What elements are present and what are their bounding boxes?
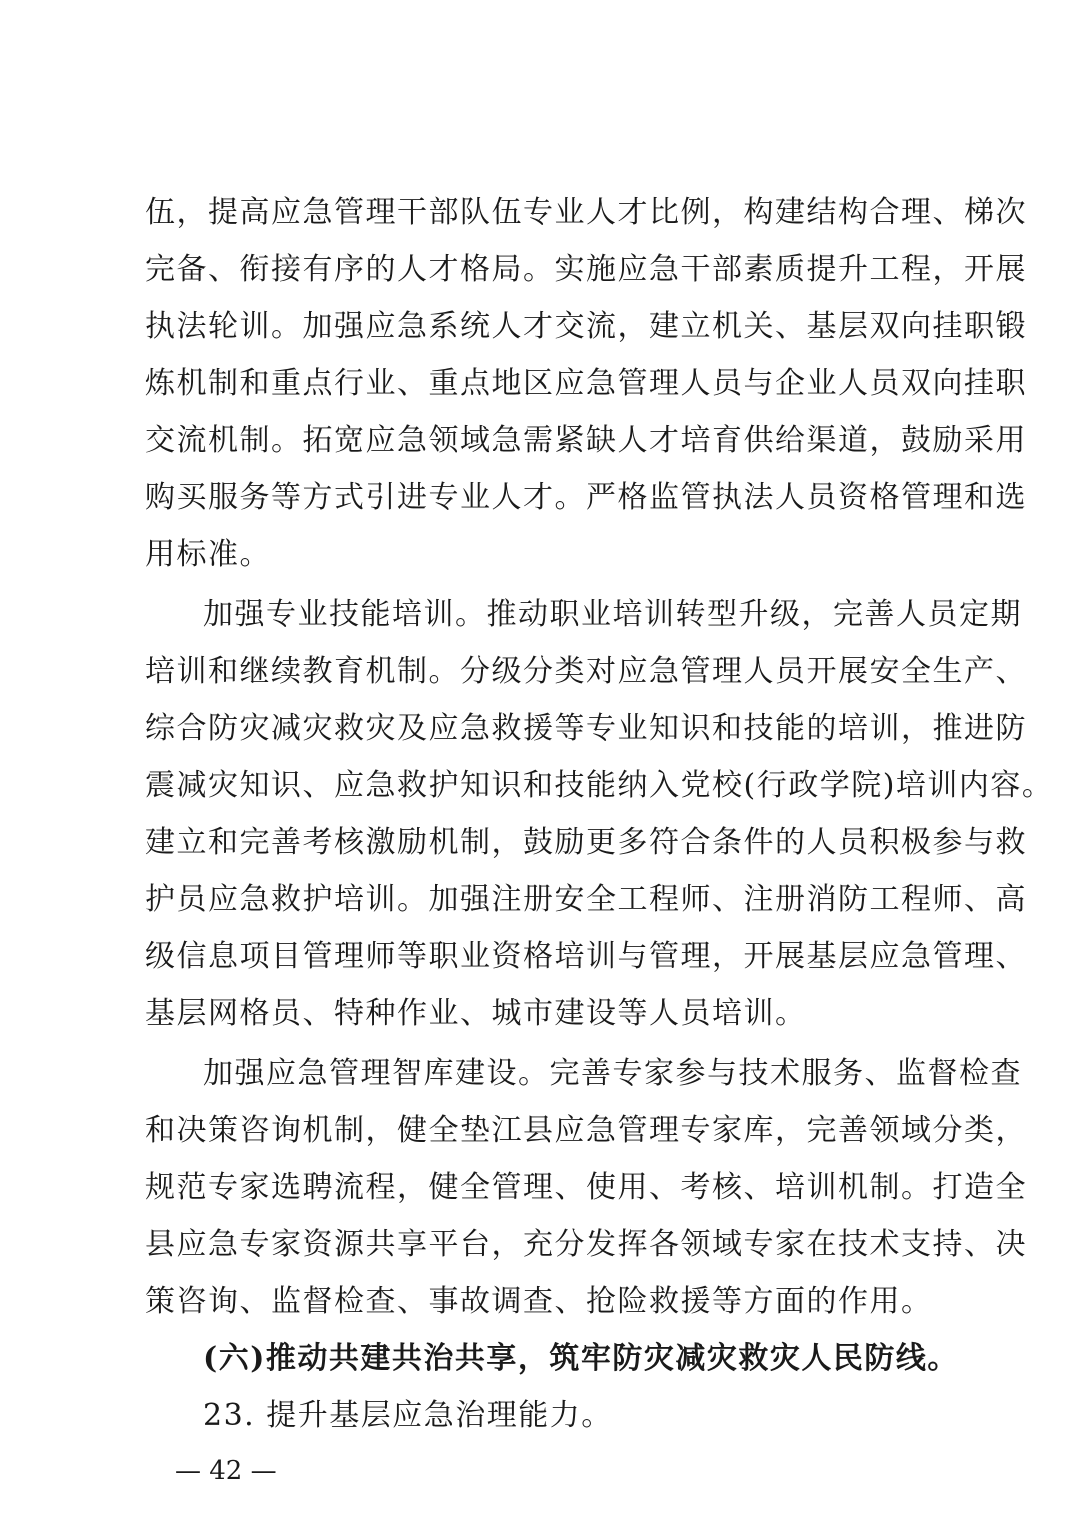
paragraph-1-line-3: 执法轮训。加强应急系统人才交流，建立机关、基层双向挂职锻	[145, 309, 1027, 344]
paragraph-2-line-8: 基层网格员、特种作业、城市建设等人员培训。	[145, 996, 807, 1031]
paragraph-3-line-1: 加强应急管理智库建设。完善专家参与技术服务、监督检查	[203, 1056, 1022, 1091]
paragraph-2-line-1: 加强专业技能培训。推动职业培训转型升级，完善人员定期	[203, 597, 1022, 632]
section-heading: (六)推动共建共治共享，筑牢防灾减灾救灾人民防线。	[203, 1341, 959, 1376]
paragraph-2-line-2: 培训和继续教育机制。分级分类对应急管理人员开展安全生产、	[145, 654, 1027, 689]
paragraph-3-line-2: 和决策咨询机制，健全垫江县应急管理专家库，完善领域分类，	[145, 1113, 1027, 1148]
paragraph-2-line-6: 护员应急救护培训。加强注册安全工程师、注册消防工程师、高	[145, 882, 1027, 917]
paragraph-2-line-7: 级信息项目管理师等职业资格培训与管理，开展基层应急管理、	[145, 939, 1027, 974]
paragraph-1-line-2: 完备、衔接有序的人才格局。实施应急干部素质提升工程，开展	[145, 252, 1027, 287]
paragraph-1-line-5: 交流机制。拓宽应急领域急需紧缺人才培育供给渠道，鼓励采用	[145, 423, 1027, 458]
paragraph-3-line-4: 县应急专家资源共享平台，充分发挥各领域专家在技术支持、决	[145, 1227, 1027, 1262]
paragraph-1-line-1: 伍，提高应急管理干部队伍专业人才比例，构建结构合理、梯次	[145, 195, 1027, 230]
paragraph-1-line-6: 购买服务等方式引进专业人才。严格监管执法人员资格管理和选	[145, 480, 1027, 515]
paragraph-3-line-3: 规范专家选聘流程，健全管理、使用、考核、培训机制。打造全	[145, 1170, 1027, 1205]
paragraph-1-line-7: 用标准。	[145, 537, 271, 572]
page-number: — 42 —	[175, 1456, 277, 1486]
paragraph-2-line-5: 建立和完善考核激励机制，鼓励更多符合条件的人员积极参与救	[145, 825, 1027, 860]
paragraph-2-line-3: 综合防灾减灾救灾及应急救援等专业知识和技能的培训，推进防	[145, 711, 1027, 746]
paragraph-3-line-5: 策咨询、监督检查、事故调查、抢险救援等方面的作用。	[145, 1284, 933, 1319]
paragraph-2-line-4: 震减灾知识、应急救护知识和技能纳入党校(行政学院)培训内容。	[145, 768, 1054, 803]
item-heading: 23. 提升基层应急治理能力。	[203, 1398, 613, 1433]
paragraph-1-line-4: 炼机制和重点行业、重点地区应急管理人员与企业人员双向挂职	[145, 366, 1027, 401]
